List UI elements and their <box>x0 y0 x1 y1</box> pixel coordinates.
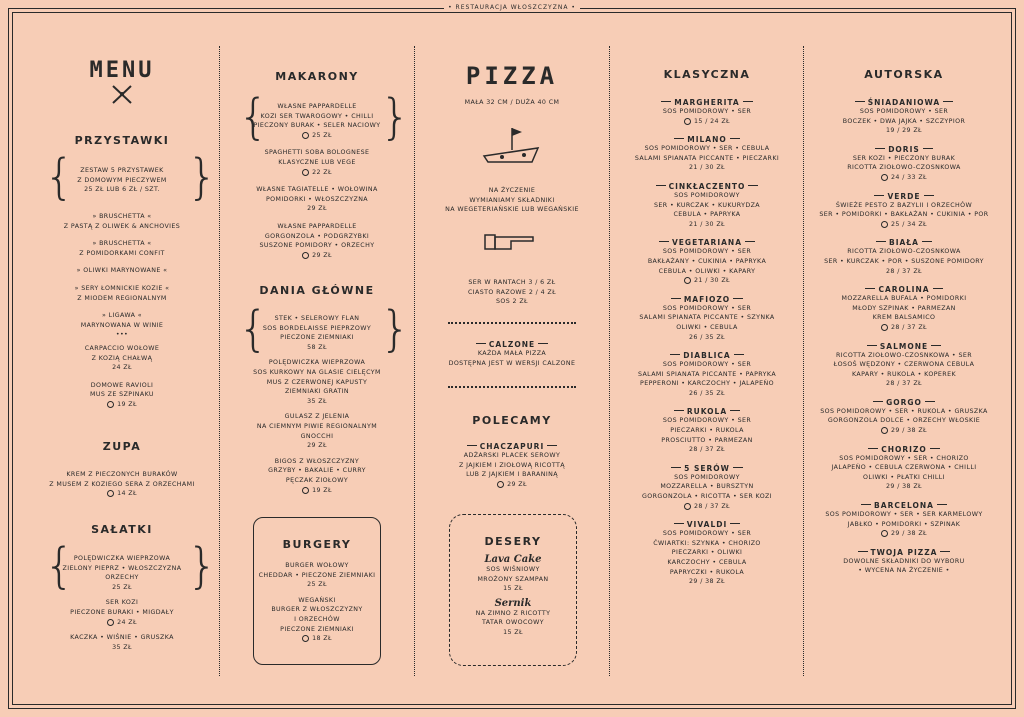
pizza-name: 5 SERÓW <box>610 464 804 473</box>
pizza-name: RUKOLA <box>610 407 804 416</box>
pizza-item: MAFIOZO SOS POMIDOROWY • SER SALAMI SPIANATA PICCANTE • SZYNKA OLIWKI • CEBULA 26 / 35 ZŁ <box>610 295 804 342</box>
vege-icon <box>302 132 309 139</box>
vege-icon <box>684 118 691 125</box>
pizza-name: GORGO <box>804 398 1004 407</box>
autorska-heading: AUTORSKA <box>864 68 944 81</box>
makarony-heading: MAKARONY <box>275 70 359 83</box>
pizza-name: VERDE <box>804 192 1004 201</box>
pizza-item: DORIS SER KOZI • PIECZONY BURAK RICOTTA ZIOŁOWO-CZOSNKOWA 24 / 33 ZŁ <box>804 145 1004 183</box>
pizza-name: BARCELONA <box>804 501 1004 510</box>
menu-title-block <box>24 58 220 109</box>
vege-icon <box>881 324 888 331</box>
pizza-name: MAFIOZO <box>610 295 804 304</box>
pizza-item: MILANO SOS POMIDOROWY • SER • CEBULA SALAMI SPIANATA PICCANTE • PIECZARKI 21 / 30 ZŁ <box>610 135 804 173</box>
pointing-hand-icon <box>483 229 541 253</box>
vege-icon <box>302 169 309 176</box>
pizza-item: DIABLICA SOS POMIDOROWY • SER SALAMI SPIANATA PICCANTE • PAPRYKA PEPPERONI • KARCZOCHY • JALAPEŃO 26 / 35 ZŁ <box>610 351 804 398</box>
pizza-item: VIVALDI SOS POMIDOROWY • SER ĆWIARTKI: SZYNKA • CHORIZO PIECZARKI • OLIWKI KARCZOCHY • CEBULA PAPRYCZKI • RUKOLA 29 / 38 ZŁ <box>610 520 804 587</box>
brace-right: } <box>380 89 411 145</box>
vege-icon <box>107 619 114 626</box>
menu-title: MENU <box>89 58 155 83</box>
pizza-name: VIVALDI <box>610 520 804 529</box>
pizza-item: ŚNIADANIOWA SOS POMIDOROWY • SER BOCZEK • DWA JAJKA • SZCZYPIOR 19 / 29 ZŁ <box>804 98 1004 136</box>
pizza-item: 5 SERÓW SOS POMIDOROWY MOZZARELLA • BURSZTYN GORGONZOLA • RICOTTA • SER KOZI 28 / 37 ZŁ <box>610 464 804 511</box>
dania-list: STEK • SELEROWY FLAN SOS BORDELAISSE PIEPRZOWY PIECZONE ZIEMNIAKI 58 ZŁ POLĘDWICZKA WIEPRZOWA SOS KURKOWY NA GLASIE CIELĘCYM MUS Z CZERWONEJ KAPUSTY ZIEMNIAKI GRATIN 35 ZŁ GULASZ Z JELENIA NA CIEMNYM PIWIE REGIONALNYM GNOCCHI 29 ZŁ BIGOS Z WŁOSZCZYZNY GRZYBY • BAKALIE • CURRY PĘCZAK ZIOŁOWY 19 ZŁ <box>253 315 381 494</box>
pizza-item: GORGO SOS POMIDOROWY • SER • RUKOLA • GRUSZKA GORGONZOLA DOLCE • ORZECHY WŁOSKIE 29 / 38 ZŁ <box>804 398 1004 436</box>
salatki-heading: SAŁATKI <box>91 523 153 536</box>
pizza-name: ŚNIADANIOWA <box>804 98 1004 107</box>
pizza-name: CAROLINA <box>804 285 1004 294</box>
vege-icon <box>881 174 888 181</box>
brace-right: } <box>187 149 218 205</box>
pizza-name: CINKŁACZENTO <box>610 182 804 191</box>
pizza-title: PIZZA <box>465 62 559 90</box>
klasyczna-heading: KLASYCZNA <box>663 68 751 81</box>
pizza-name: TWOJA PIZZA <box>804 548 1004 557</box>
burgery-box: BURGERY BURGER WOŁOWY CHEDDAR • PIECZONE ZIEMNIAKI 25 ZŁ WEGAŃSKI BURGER Z WŁOSZCZYZNY I ORZECHÓW PIECZONE ZIEMNIAKI 18 ZŁ <box>253 517 381 665</box>
brace-left: { <box>238 89 269 145</box>
brace-left: { <box>44 538 75 594</box>
sernik-name: Sernik <box>494 597 532 609</box>
pizza-note: NA ŻYCZENIE WYMIANIAMY SKŁADNIKI NA WEGETERIAŃSKIE LUB WEGAŃSKIE <box>445 187 579 214</box>
vege-icon <box>302 487 309 494</box>
pizza-name: BIAŁA <box>804 238 1004 247</box>
pizza-item: RUKOLA SOS POMIDOROWY • SER PIECZARKI • RUKOLA PROSCIUTTO • PARMEZAN 28 / 37 ZŁ <box>610 407 804 454</box>
calzone-item: CALZONE KAŻDA MAŁA PIZZA DOSTĘPNA JEST W WERSJI CALZONE <box>415 340 609 368</box>
pizza-item: BARCELONA SOS POMIDOROWY • SER • SER KARMELOWY JABŁKO • POMIDORKI • SZPINAK 29 / 38 ZŁ <box>804 501 1004 539</box>
header-label: • RESTAURACJA WŁOSZCZYZNA • <box>0 4 1024 11</box>
vege-icon <box>881 427 888 434</box>
vege-icon <box>684 277 691 284</box>
pizza-item: VERDE ŚWIEŻE PESTO Z BAZYLII I ORZECHÓW SER • POMIDORKI • BAKŁAŻAN • CUKINIA • POR 25 / 34 ZŁ <box>804 192 1004 230</box>
przystawki-list: » BRUSCHETTA « Z PASTĄ Z OLIWEK & ANCHOVIES » BRUSCHETTA « Z POMIDORKAMI CONFIT » OLIWKI MARYNOWANE « » SERY ŁOMNICKIE KOZIE « Z MIODEM REGIONALNYM » LIGAWA « MARYNOWANA W WINIE ••• CARPACCIO WOŁOWE Z KOZIĄ CHAŁWĄ 24 ZŁ DOMOWE RAVIOLI MUS ZE SZPINAKU 19 ZŁ <box>63 213 181 408</box>
crossed-utensils-icon <box>110 83 134 105</box>
brace-left: { <box>238 301 269 357</box>
pizza-name: DIABLICA <box>610 351 804 360</box>
pizza-extras: SER W RANTACH 3 / 6 ZŁ CIASTO RAZOWE 2 / 4 ZŁ SOS 2 ZŁ <box>467 279 557 306</box>
zupa-item: KREM Z PIECZONYCH BURAKÓW Z MUSEM Z KOZIEGO SERA Z ORZECHAMI 14 ZŁ <box>49 471 195 498</box>
pizza-slice-icon <box>482 126 542 166</box>
pizza-item: CINKŁACZENTO SOS POMIDOROWY SER • KURCZAK • KUKURYDZA CEBULA • PAPRYKA 21 / 30 ZŁ <box>610 182 804 229</box>
dotted-divider <box>448 386 576 388</box>
pizza-name: MILANO <box>610 135 804 144</box>
pizza-item: CAROLINA MOZZARELLA BUFALA • POMIDORKI MŁODY SZPINAK • PARMEZAN KREM BALSAMICO 28 / 37 ZŁ <box>804 285 1004 332</box>
pizza-item: VEGETARIANA SOS POMIDOROWY • SER BAKŁAŻANY • CUKINIA • PAPRYKA CEBULA • OLIWKI • KAPARY 21 / 30 ZŁ <box>610 238 804 285</box>
pizza-name: CHORIZO <box>804 445 1004 454</box>
autorska-list <box>804 98 1004 585</box>
vege-icon <box>497 481 504 488</box>
desery-heading: DESERY <box>484 535 542 548</box>
salatki-list: POLĘDWICZKA WIEPRZOWA ZIELONY PIEPRZ • WŁOSZCZYZNA ORZECHY 25 ZŁ SER KOZI PIECZONE BURAKI • MIGDAŁY 24 ZŁ KACZKA • WIŚNIE • GRUSZKA 35 ZŁ <box>62 555 182 651</box>
przystawki-set: ZESTAW 5 PRZYSTAWEK Z DOMOWYM PIECZYWEM 25 ZŁ LUB 6 ZŁ / SZT. <box>77 167 167 194</box>
dotted-divider <box>448 322 576 324</box>
przystawki-heading: PRZYSTAWKI <box>74 134 170 147</box>
pizza-item: CHORIZO SOS POMIDOROWY • SER • CHORIZO JALAPEŃO • CEBULA CZERWONA • CHILLI OLIWKI • PŁATKI CHILLI 29 / 38 ZŁ <box>804 445 1004 492</box>
pizza-name: MARGHERITA <box>610 98 804 107</box>
pizza-sizes: MAŁA 32 CM / DUŻA 40 CM <box>464 99 560 106</box>
lava-cake-name: Lava Cake <box>484 554 542 565</box>
pizza-item: BIAŁA RICOTTA ZIOŁOWO-CZOSNKOWA SER • KURCZAK • POR • SUSZONE POMIDORY 28 / 37 ZŁ <box>804 238 1004 276</box>
vege-icon <box>107 401 114 408</box>
pizza-item: SALMONE RICOTTA ZIOŁOWO-CZOSNKOWA • SER ŁOSOŚ WĘDZONY • CZERWONA CEBULA KAPARY • RUKOLA • KOPEREK 28 / 37 ZŁ <box>804 342 1004 389</box>
desery-box: DESERY Lava Cake SOS WIŚNIOWY MROŻONY SZAMPAN 15 ZŁ Sernik NA ZIMNO Z RICOTTY TATAR OWOCOWY 15 ZŁ <box>449 514 577 666</box>
vege-icon <box>302 252 309 259</box>
vege-icon <box>302 635 309 642</box>
burgery-heading: BURGERY <box>282 538 352 551</box>
brace-left: { <box>44 149 75 205</box>
zupa-heading: ZUPA <box>102 440 142 453</box>
vege-icon <box>881 530 888 537</box>
vege-icon <box>107 490 114 497</box>
brace-right: } <box>380 301 411 357</box>
vege-icon <box>881 221 888 228</box>
polecamy-heading: POLECAMY <box>472 414 552 427</box>
pizza-name: VEGETARIANA <box>610 238 804 247</box>
pizza-name: DORIS <box>804 145 1004 154</box>
pizza-item: MARGHERITA SOS POMIDOROWY • SER 15 / 24 ZŁ <box>610 98 804 126</box>
vege-icon <box>684 503 691 510</box>
chaczapuri-item: CHACZAPURI ADŻARSKI PLACEK SEROWY Z JAJKIEM I ZIOŁOWĄ RICOTTĄ LUB Z JAJKIEM I BARANINĄ 29 ZŁ <box>415 442 609 489</box>
makarony-list: WŁASNE PAPPARDELLE KOZI SER TWAROGOWY • CHILLI PIECZONY BURAK • SELER NACIOWY 25 ZŁ SPAGHETTI SOBA BOLOGNESE KLASYCZNE LUB VEGE 22 ZŁ WŁASNE TAGIATELLE • WOŁOWINA POMIDORKI • WŁOSZCZYZNA 29 ZŁ WŁASNE PAPPARDELLE GORGONZOLA • PODGRZYBKI SUSZONE POMIDORY • ORZECHY 29 ZŁ <box>253 103 381 259</box>
dania-heading: DANIA GŁÓWNE <box>259 284 375 297</box>
pizza-item: TWOJA PIZZA DOWOLNE SKŁADNIKI DO WYBORU • WYCENA NA ŻYCZENIE • <box>804 548 1004 576</box>
klasyczna-list <box>610 98 804 596</box>
pizza-name: SALMONE <box>804 342 1004 351</box>
brace-right: } <box>187 538 218 594</box>
